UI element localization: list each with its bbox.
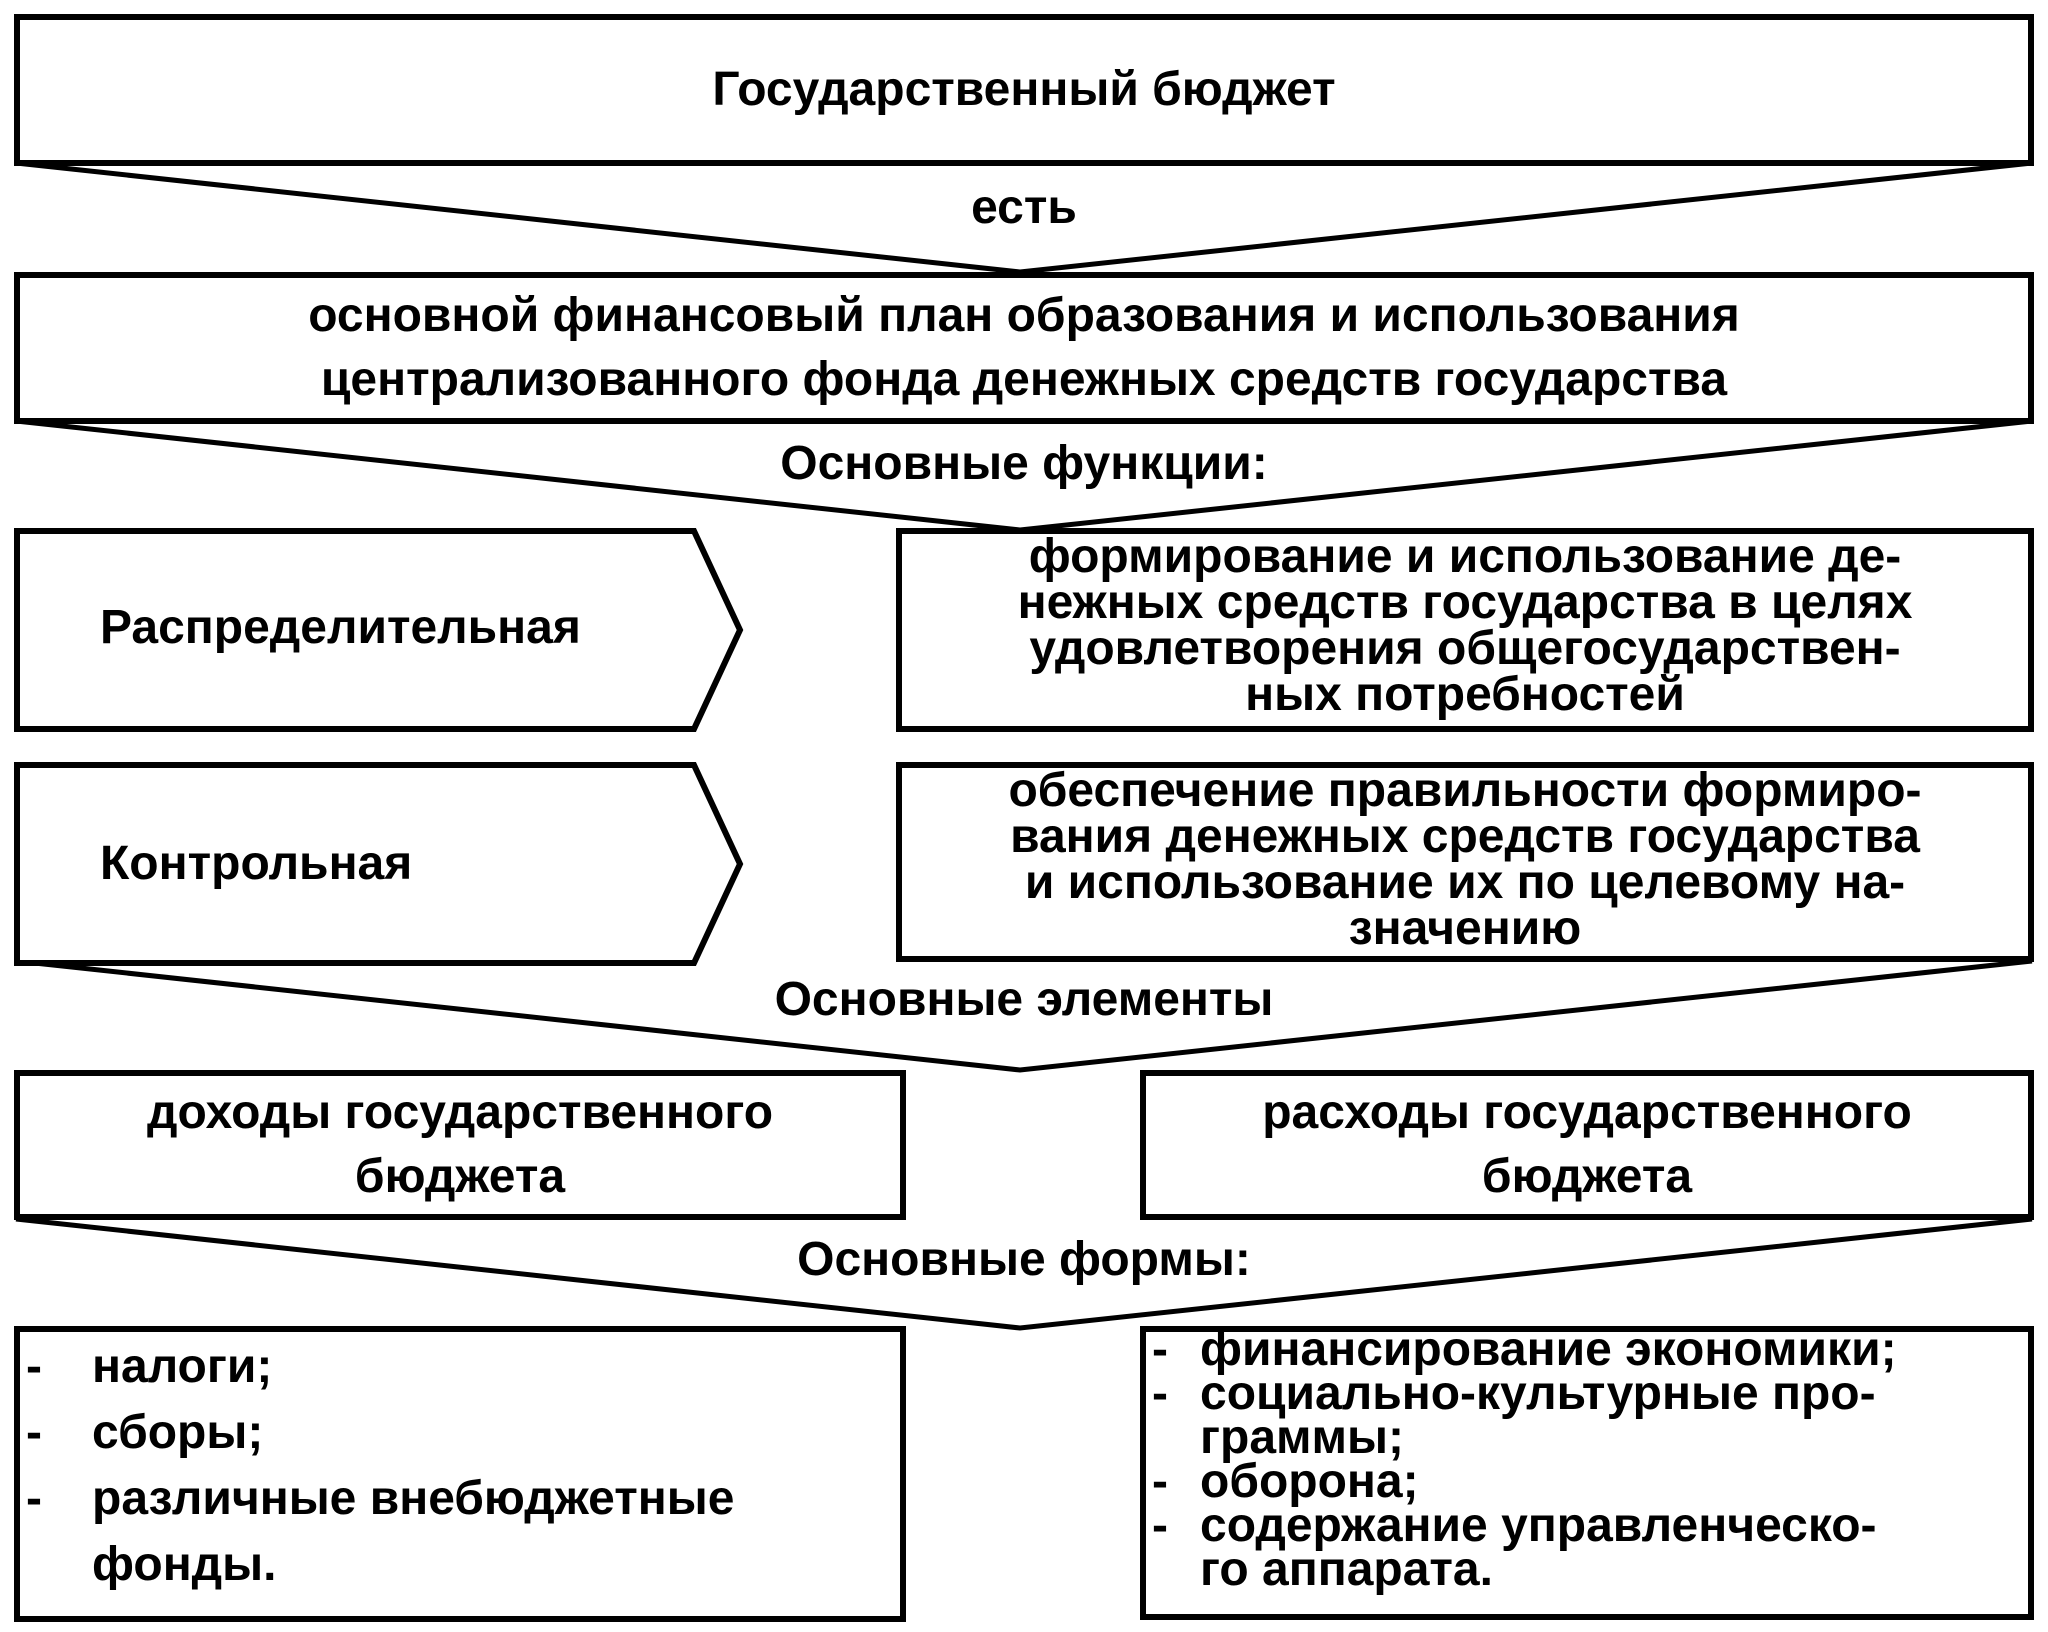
forms-revenues-list	[20, 1334, 900, 1598]
list-item-text: финансирование экономики;	[1200, 1323, 1897, 1376]
list-item	[26, 1400, 900, 1466]
list-item	[26, 1334, 900, 1400]
bullet-dash: -	[26, 1406, 42, 1459]
bullet-dash: -	[1152, 1499, 1168, 1552]
element-expenditures-line-2: бюджета	[1481, 1150, 1693, 1203]
bullet-dash: -	[26, 1340, 42, 1393]
list-item-text: социально-культурные про-	[1200, 1367, 1876, 1420]
distribution-desc-line-4: ных потребностей	[1245, 668, 1685, 721]
definition-box	[14, 272, 2034, 424]
distribution-desc-line-3: удовлетворения общегосударствен-	[1029, 622, 1901, 675]
list-item	[26, 1466, 900, 1598]
list-item	[1152, 1499, 2028, 1596]
control-desc-line-1: обеспечение правильности формиро-	[1008, 764, 1922, 817]
forms-revenues-box	[14, 1326, 906, 1622]
bullet-dash: -	[1152, 1367, 1168, 1420]
list-item-text-cont: фонды.	[92, 1538, 277, 1591]
forms-expenditures-list	[1146, 1323, 2028, 1596]
element-revenues-line-1: доходы государственного	[146, 1086, 774, 1139]
element-expenditures-box	[1140, 1070, 2034, 1220]
element-revenues-box	[14, 1070, 906, 1220]
list-item-text-cont: го аппарата.	[1200, 1543, 1493, 1596]
list-item	[1152, 1455, 2028, 1508]
function-description-control	[896, 762, 2034, 962]
definition-line-1: основной финансовый план образования и использования	[308, 289, 1740, 342]
bullet-dash: -	[26, 1472, 42, 1525]
list-item-text: оборона;	[1200, 1455, 1419, 1508]
function-name-control: Контрольная	[100, 837, 413, 890]
bullet-dash: -	[1152, 1323, 1168, 1376]
element-revenues-line-2: бюджета	[354, 1150, 566, 1203]
list-item-text: различные внебюджетные	[92, 1472, 735, 1525]
forms-label: Основные формы:	[797, 1233, 1251, 1286]
list-item	[1152, 1323, 2028, 1376]
distribution-desc-line-2: нежных средств государства в целях	[1017, 576, 1913, 629]
budget-title-box	[14, 14, 2034, 166]
control-desc-line-2: вания денежных средств государства	[1010, 810, 1920, 863]
forms-expenditures-box	[1140, 1323, 2034, 1620]
definition-line-2: централизованного фонда денежных средств государства	[320, 353, 1728, 406]
distribution-desc-line-1: формирование и использование де-	[1028, 530, 1902, 583]
list-item	[1152, 1367, 2028, 1464]
list-item-text: сборы;	[92, 1406, 264, 1459]
element-expenditures-line-1: расходы государственного	[1262, 1086, 1912, 1139]
list-item-text: налоги;	[92, 1340, 273, 1393]
function-description-distribution	[896, 528, 2034, 732]
bullet-dash: -	[1152, 1455, 1168, 1508]
list-item-text: содержание управленческо-	[1200, 1499, 1877, 1552]
control-desc-line-3: и использование их по целевому на-	[1024, 856, 1906, 909]
connector-label-is: есть	[971, 181, 1077, 234]
control-desc-line-4: значению	[1348, 902, 1582, 955]
budget-title: Государственный бюджет	[712, 63, 1336, 116]
function-name-distribution: Распределительная	[100, 601, 581, 654]
list-item-text-cont: граммы;	[1200, 1411, 1404, 1464]
functions-label: Основные функции:	[780, 437, 1268, 490]
elements-label: Основные элементы	[774, 973, 1274, 1026]
